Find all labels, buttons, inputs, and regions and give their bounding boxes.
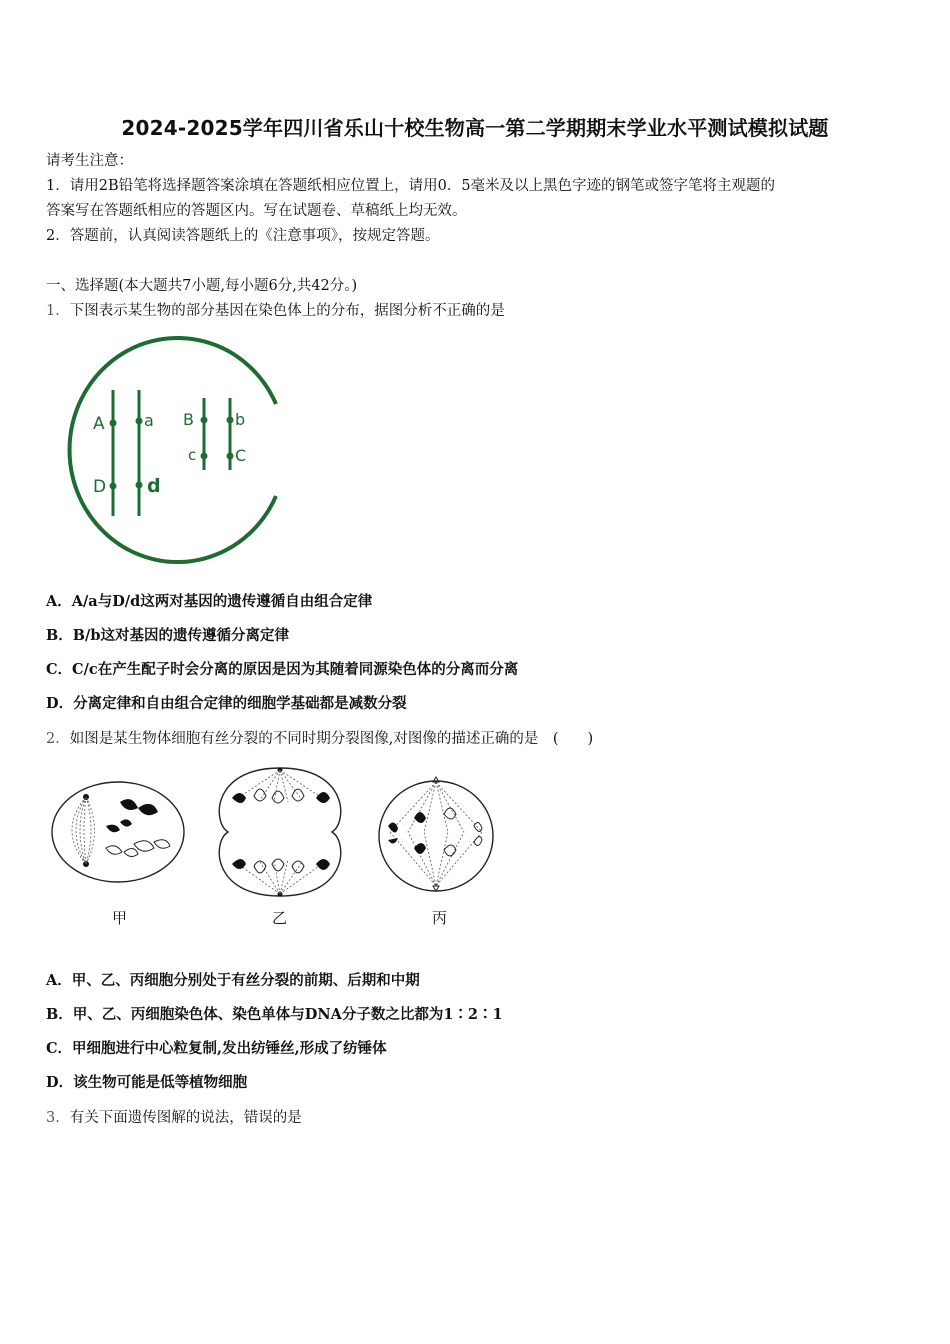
- question-text: 有关下面遗传图解的说法，错误的是: [69, 1110, 302, 1126]
- option-text: 甲、乙、丙细胞分别处于有丝分裂的前期、后期和中期: [71, 972, 420, 989]
- gene-locus-d: [136, 482, 143, 489]
- question-number: 1．: [46, 303, 70, 319]
- notice-item-2: 2．答题前，认真阅读答题纸上的《注意事项》，按规定答题。: [46, 228, 440, 244]
- q2-option-c[interactable]: [46, 1039, 387, 1059]
- option-letter: C．: [46, 661, 73, 678]
- option-letter: A．: [46, 972, 72, 989]
- gene-locus-a: [136, 418, 143, 425]
- gene-label-c: c: [188, 446, 197, 464]
- question-1-stem: [46, 301, 505, 321]
- gene-locus-D: [110, 483, 117, 490]
- option-letter: D．: [46, 1074, 74, 1091]
- gene-label-B: B: [183, 410, 194, 429]
- gene-label-C: C: [235, 446, 247, 465]
- question-number: 3．: [46, 1110, 70, 1126]
- option-text: C/c在产生配子时会分离的原因是因为其随着同源染色体的分离而分离: [72, 661, 519, 678]
- question-text: 下图表示某生物的部分基因在染色体上的分布，据图分析不正确的是: [69, 303, 505, 319]
- figure-caption-jia: 甲: [112, 909, 128, 927]
- q1-option-d[interactable]: [46, 694, 407, 714]
- notice-heading: 请考生注意：: [46, 153, 133, 169]
- option-text: B/b这对基因的遗传遵循分离定律: [72, 627, 289, 644]
- notice-item-1-line-1: 1．请用2B铅笔将选择题答案涂填在答题纸相应位置上，请用0．5毫米及以上黑色字迹的钢笔或签字笔将主观题的: [46, 178, 776, 194]
- cell-jia: [52, 782, 184, 882]
- mitosis-cells-svg: [48, 760, 508, 904]
- gene-label-b: b: [235, 410, 246, 429]
- question-2-stem: [46, 729, 593, 749]
- cell-with-chromosomes-svg: [58, 336, 280, 572]
- option-text: 该生物可能是低等植物细胞: [73, 1074, 248, 1091]
- figure-caption-bing: 丙: [432, 909, 448, 927]
- gene-locus-B: [201, 417, 208, 424]
- q1-option-c[interactable]: [46, 660, 518, 680]
- q2-option-a[interactable]: [46, 971, 420, 991]
- gene-label-D: D: [93, 477, 107, 497]
- gene-locus-c: [201, 453, 208, 460]
- gene-label-d: d: [147, 475, 161, 497]
- q2-option-d[interactable]: [46, 1073, 247, 1093]
- option-letter: D．: [46, 695, 74, 712]
- question-text: 如图是某生物体细胞有丝分裂的不同时期分裂图像,对图像的描述正确的是 ( ): [69, 731, 594, 747]
- gene-locus-b: [227, 417, 234, 424]
- gene-locus-A: [110, 420, 117, 427]
- figure-caption-yi: 乙: [272, 909, 288, 927]
- gene-locus-C: [227, 453, 234, 460]
- chromosome-gene-figure: [58, 336, 280, 572]
- option-letter: B．: [46, 627, 73, 644]
- option-text: 甲细胞进行中心粒复制,发出纺锤丝,形成了纺锤体: [72, 1040, 387, 1057]
- question-3-stem: [46, 1108, 302, 1128]
- option-letter: C．: [46, 1040, 73, 1057]
- option-letter: B．: [46, 1006, 73, 1023]
- q1-option-b[interactable]: [46, 626, 289, 646]
- option-text: 分离定律和自由组合定律的细胞学基础都是减数分裂: [73, 695, 407, 712]
- page-title: 2024-2025学年四川省乐山十校生物高一第二学期期末学业水平测试模拟试题: [121, 116, 829, 140]
- section-heading: 一、选择题(本大题共7小题,每小题6分,共42分。): [46, 278, 358, 294]
- q1-option-a[interactable]: [46, 592, 372, 612]
- option-text: A/a与D/d这两对基因的遗传遵循自由组合定律: [71, 593, 373, 610]
- option-letter: A．: [46, 593, 72, 610]
- cell-yi: [219, 768, 340, 897]
- option-text: 甲、乙、丙细胞染色体、染色单体与DNA分子数之比都为1∶2∶1: [72, 1006, 503, 1023]
- cell-bing: [379, 777, 493, 891]
- q2-option-b[interactable]: [46, 1005, 503, 1025]
- mitosis-figure: [48, 760, 508, 904]
- gene-label-A: A: [93, 414, 105, 434]
- gene-label-a: a: [144, 411, 154, 430]
- question-number: 2．: [46, 731, 70, 747]
- notice-item-1-line-2: 答案写在答题纸相应的答题区内。写在试题卷、草稿纸上均无效。: [46, 203, 467, 219]
